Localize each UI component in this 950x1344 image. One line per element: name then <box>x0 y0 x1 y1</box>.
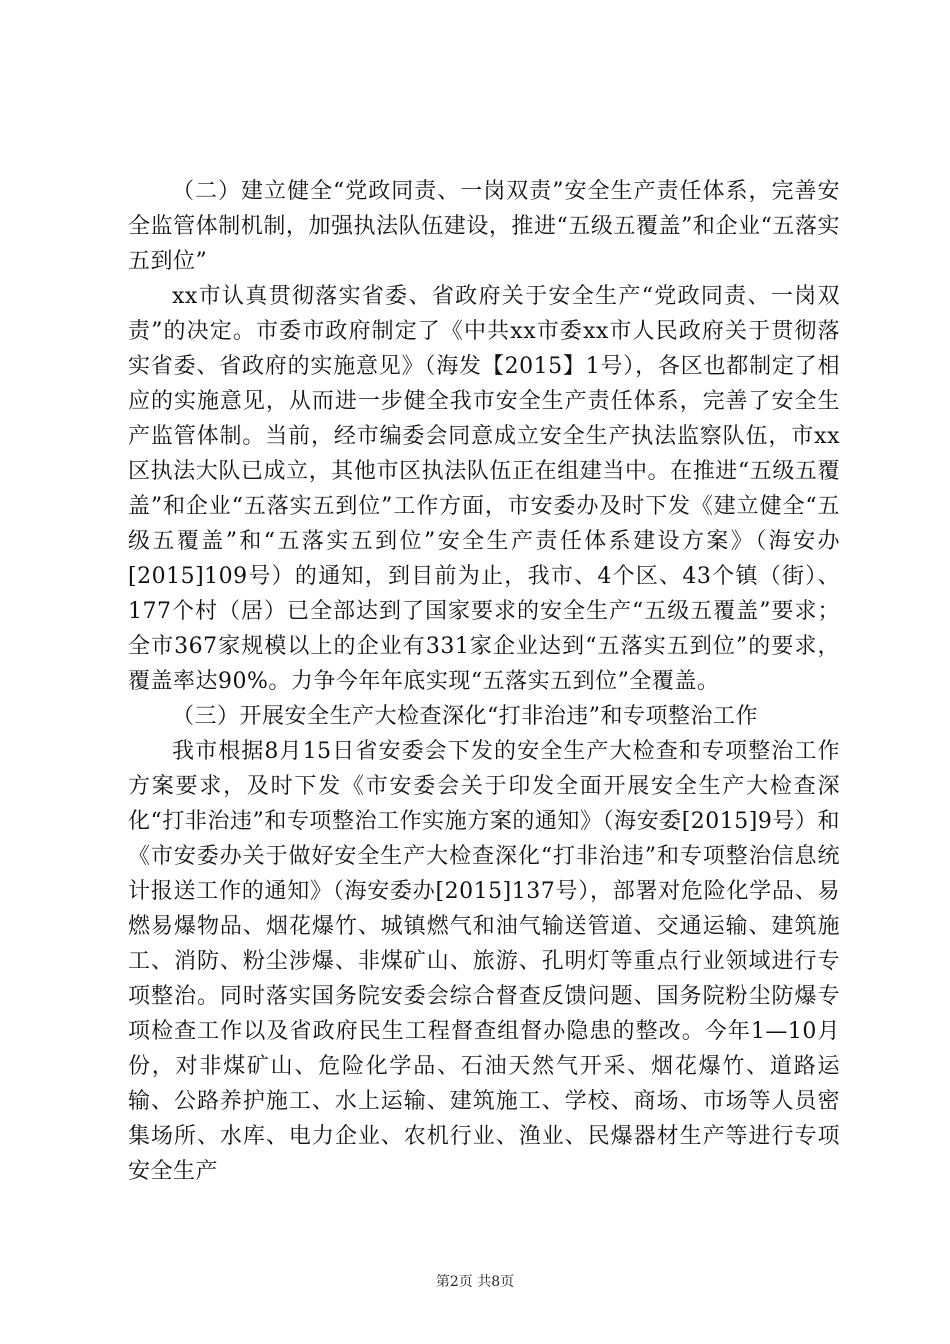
body-paragraph: 我市根据8月15日省安委会下发的安全生产大检查和专项整治工作方案要求，及时下发《市安委会关于印发全面开展安全生产大检查深化“打非治违”和专项整治工作实施方案的通知》（海安委[2015]9号）和《市安委办关于做好安全生产大检查深化“打非治违”和专项整治信息统计报送工作的通知》（海安委办[2015]137号），部署对危险化学品、易燃易爆物品、烟花爆竹、城镇燃气和油气输送管道、交通运输、建筑施工、消防、粉尘涉爆、非煤矿山、旅游、孔明灯等重点行业领域进行专项整治。同时落实国务院安委会综合督查反馈问题、国务院粉尘防爆专项检查工作以及省政府民生工程督查组督办隐患的整改。今年1—10月份，对非煤矿山、危险化学品、石油天然气开采、烟花爆竹、道路运输、公路养护施工、水上运输、建筑施工、学校、商场、市场等人员密集场所、水库、电力企业、农机行业、渔业、民爆器材生产等进行专项安全生产 <box>128 739 840 1184</box>
body-paragraph: xx市认真贯彻落实省委、省政府关于安全生产“党政同责、一岗双责”的决定。市委市政府制定了《中共xx市委xx市人民政府关于贯彻落实省委、省政府的实施意见》（海发【2015】1号），各区也都制定了相应的实施意见，从而进一步健全我市安全生产责任体系，完善了安全生产监管体制。当前，经市编委会同意成立安全生产执法监察队伍，市xx区执法大队已成立，其他市区执法队伍正在组建当中。在推进“五级五覆盖”和企业“五落实五到位”工作方面，市安委办及时下发《建立健全“五级五覆盖”和“五落实五到位”安全生产责任体系建设方案》（海安办[2015]109号）的通知，到目前为止，我市、4个区、43个镇（街）、177个村（居）已全部达到了国家要求的安全生产“五级五覆盖”要求；全市367家规模以上的企业有331家企业达到“五落实五到位”的要求，覆盖率达90%。力争今年年底实现“五落实五到位”全覆盖。 <box>128 284 840 694</box>
page-number-footer: 第2页 共8页 <box>435 1274 515 1290</box>
document-body <box>128 174 840 1189</box>
section-heading-2: （二）建立健全“党政同责、一岗双责”安全生产责任体系，完善安全监管体制机制，加强执法队伍建设，推进“五级五覆盖”和企业“五落实五到位” <box>128 179 840 274</box>
section-heading-3: （三）开展安全生产大检查深化“打非治违”和专项整治工作 <box>172 704 758 729</box>
